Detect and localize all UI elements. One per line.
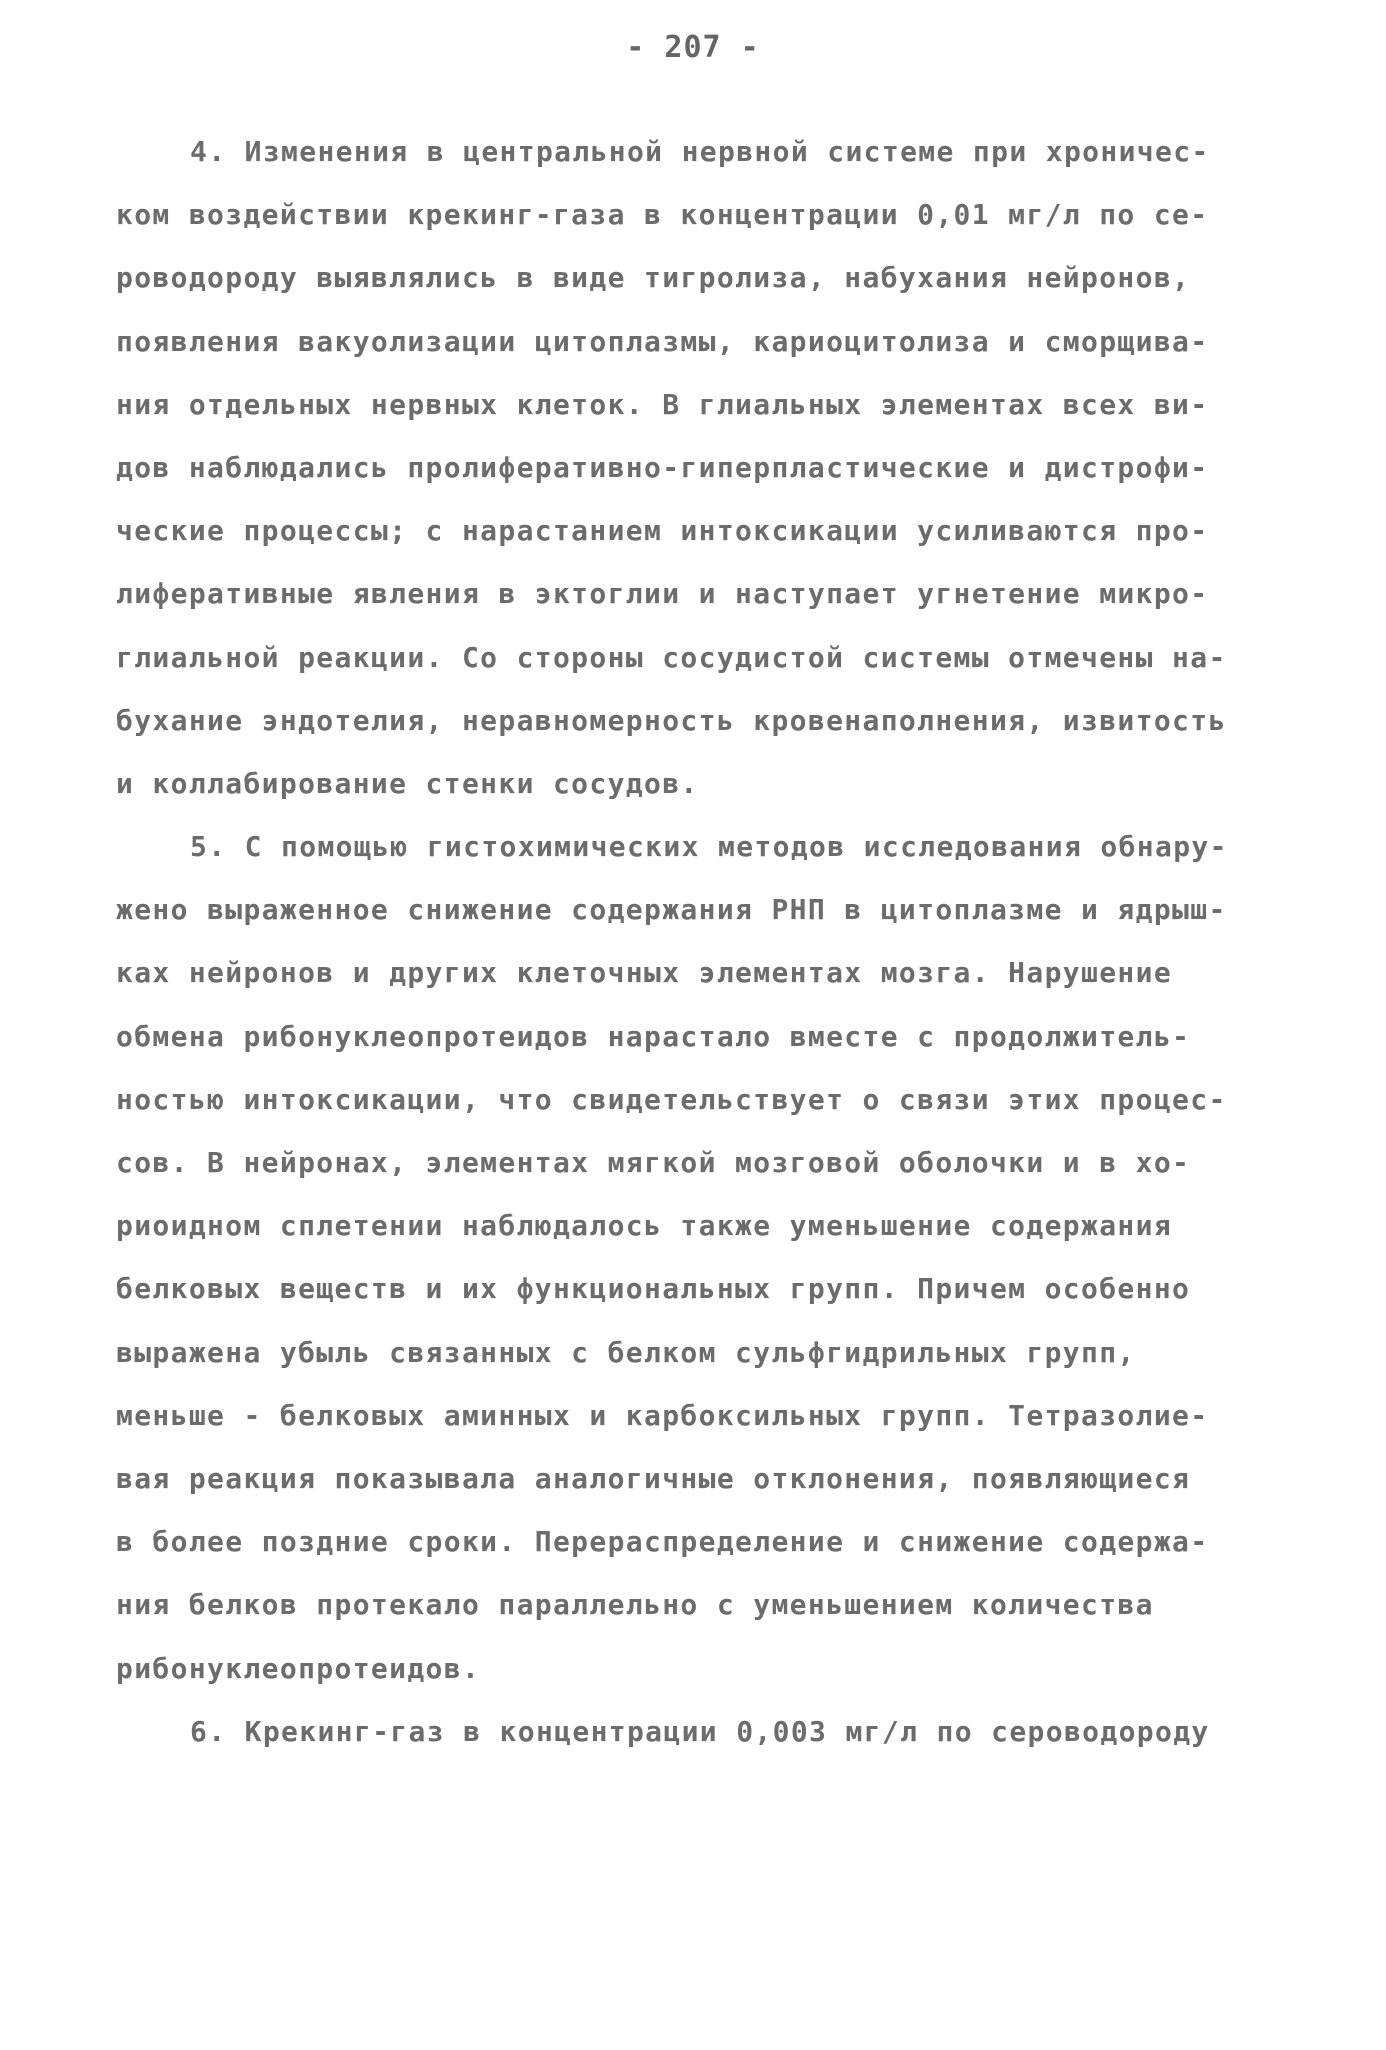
text-line: выражена убыль связанных с белком сульфгидрильных групп, bbox=[116, 1335, 1136, 1369]
text-line: ком воздействии крекинг-газа в концентрации 0,01 мг/л по се- bbox=[116, 198, 1209, 232]
text-line: жено выраженное снижение содержания РНП в цитоплазме и ядрыш- bbox=[116, 893, 1227, 927]
text-line: ках нейронов и других клеточных элементах мозга. Нарушение bbox=[116, 956, 1173, 990]
text-line-paragraph-4-start: 4. Изменения в центральной нервной системе при хроничес- bbox=[190, 135, 1210, 168]
text-line: ния белков протекало параллельно с уменьшением количества bbox=[116, 1588, 1154, 1622]
text-line: обмена рибонуклеопротеидов нарастало вместе с продолжитель- bbox=[116, 1019, 1191, 1053]
text-line: вая реакция показывала аналогичные отклонения, появляющиеся bbox=[116, 1461, 1191, 1495]
text-line: ческие процессы; с нарастанием интоксикации усиливаются про- bbox=[116, 514, 1209, 548]
text-line: риоидном сплетении наблюдалось также уменьшение содержания bbox=[116, 1209, 1173, 1243]
text-line: сов. В нейронах, элементах мягкой мозговой оболочки и в хо- bbox=[116, 1146, 1191, 1179]
page-number: - 207 - bbox=[626, 30, 760, 65]
text-line: меньше - белковых аминных и карбоксильных групп. Тетразолие- bbox=[116, 1398, 1209, 1432]
document-body bbox=[116, 120, 1291, 1763]
text-line: в более поздние сроки. Перераспределение и снижение содержа- bbox=[116, 1525, 1209, 1559]
text-line: ностью интоксикации, что свидетельствует о связи этих процес- bbox=[116, 1082, 1227, 1116]
text-line: белковых веществ и их функциональных групп. Причем особенно bbox=[116, 1272, 1191, 1306]
text-line-paragraph-6-start: 6. Крекинг-газ в концентрации 0,003 мг/л по сероводороду bbox=[190, 1714, 1210, 1748]
text-line: роводороду выявлялись в виде тигролиза, набухания нейронов, bbox=[116, 261, 1191, 295]
text-line: дов наблюдались пролиферативно-гиперпластические и дистрофи- bbox=[116, 450, 1209, 484]
text-line: появления вакуолизации цитоплазмы, кариоцитолиза и сморщива- bbox=[116, 324, 1209, 358]
text-line: и коллабирование стенки сосудов. bbox=[116, 766, 699, 800]
text-line: бухание эндотелия, неравномерность кровенаполнения, извитость bbox=[116, 703, 1227, 737]
text-line: глиальной реакции. Со стороны сосудистой системы отмечены на- bbox=[116, 640, 1227, 674]
text-line-paragraph-5-start: 5. С помощью гистохимических методов исследования обнару- bbox=[190, 830, 1228, 864]
text-line: лиферативные явления в эктоглии и наступает угнетение микро- bbox=[116, 577, 1209, 611]
text-line: ния отдельных нервных клеток. В глиальных элементах всех ви- bbox=[116, 387, 1209, 421]
text-line: рибонуклеопротеидов. bbox=[116, 1651, 481, 1685]
